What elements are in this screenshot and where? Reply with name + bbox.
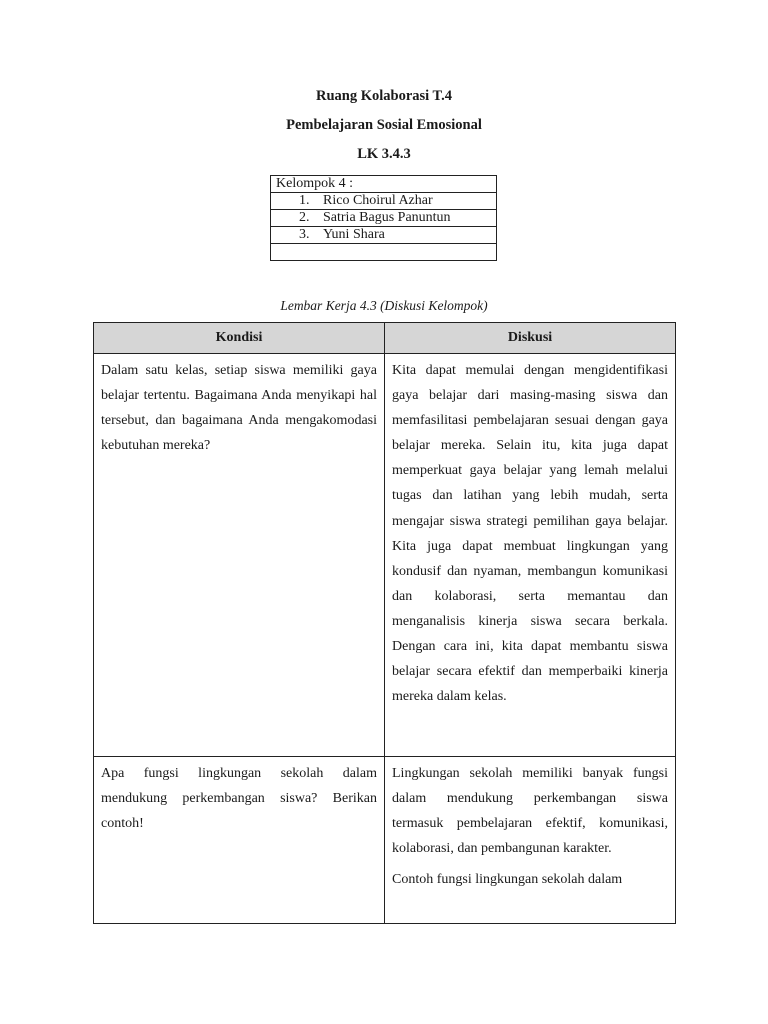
kondisi-text: Dalam satu kelas, setiap siswa memiliki gaya belajar tertentu. Bagaimana Anda menyikapi hal tersebut, dan bagaimana Anda mengakomodasi kebutuhan mereka?: [101, 363, 377, 454]
group-members-table: [270, 175, 497, 261]
member-number: 2.: [299, 210, 310, 225]
group-empty-row: [271, 244, 497, 261]
document-code: LK 3.4.3: [357, 146, 411, 162]
kondisi-text: Apa fungsi lingkungan sekolah dalam mendukung perkembangan siswa? Berikan contoh!: [101, 766, 377, 832]
diskusi-cell: [385, 757, 676, 924]
diskusi-text: Lingkungan sekolah memiliki banyak fungsi dalam mendukung perkembangan siswa termasuk pembelajaran efektif, komunikasi, kolaborasi, dan pembangunan karakter.: [392, 766, 668, 857]
member-name: Satria Bagus Panuntun: [323, 210, 451, 225]
group-member-row: [271, 193, 497, 210]
member-number: 3.: [299, 227, 310, 242]
diskusi-text: Kita dapat memulai dengan mengidentifikasi gaya belajar dari masing-masing siswa dan memfasilitasi pembelajaran sesuai dengan gaya belajar mereka. Selain itu, kita juga dapat memperkuat gaya belajar yang lemah melalui tugas dan latihan yang lebih mudah, serta mengajar siswa strategi pemilihan gaya belajar. Kita juga dapat membuat lingkungan yang kondusif dan nyaman, membangun komunikasi dan kolaborasi, serta memantau dan menganalisis kinerja siswa secara berkala. Dengan cara ini, kita dapat membantu siswa belajar secara efektif dan memperbaiki kinerja mereka dalam kelas.: [392, 363, 668, 705]
document-subtitle: Pembelajaran Sosial Emosional: [286, 117, 482, 133]
diskusi-text: Contoh fungsi lingkungan sekolah dalam: [392, 872, 623, 888]
kondisi-cell: [94, 757, 385, 924]
member-number: 1.: [299, 193, 310, 208]
table-header-row: [94, 323, 676, 354]
worksheet-caption: Lembar Kerja 4.3 (Diskusi Kelompok): [280, 298, 488, 313]
group-member-row: [271, 227, 497, 244]
diskusi-cell: [385, 354, 676, 757]
empty-cell: [271, 244, 497, 261]
table-row: [94, 757, 676, 924]
group-label-row: [271, 176, 497, 193]
worksheet-table: [93, 322, 676, 924]
member-name: Yuni Shara: [323, 227, 385, 242]
column-header-kondisi: Kondisi: [94, 323, 385, 354]
group-member-row: [271, 210, 497, 227]
table-row: [94, 354, 676, 757]
document-title: Ruang Kolaborasi T.4: [315, 88, 453, 104]
group-label: Kelompok 4 :: [271, 176, 497, 193]
kondisi-cell: [94, 354, 385, 757]
column-header-diskusi: Diskusi: [385, 323, 676, 354]
member-name: Rico Choirul Azhar: [323, 193, 433, 208]
